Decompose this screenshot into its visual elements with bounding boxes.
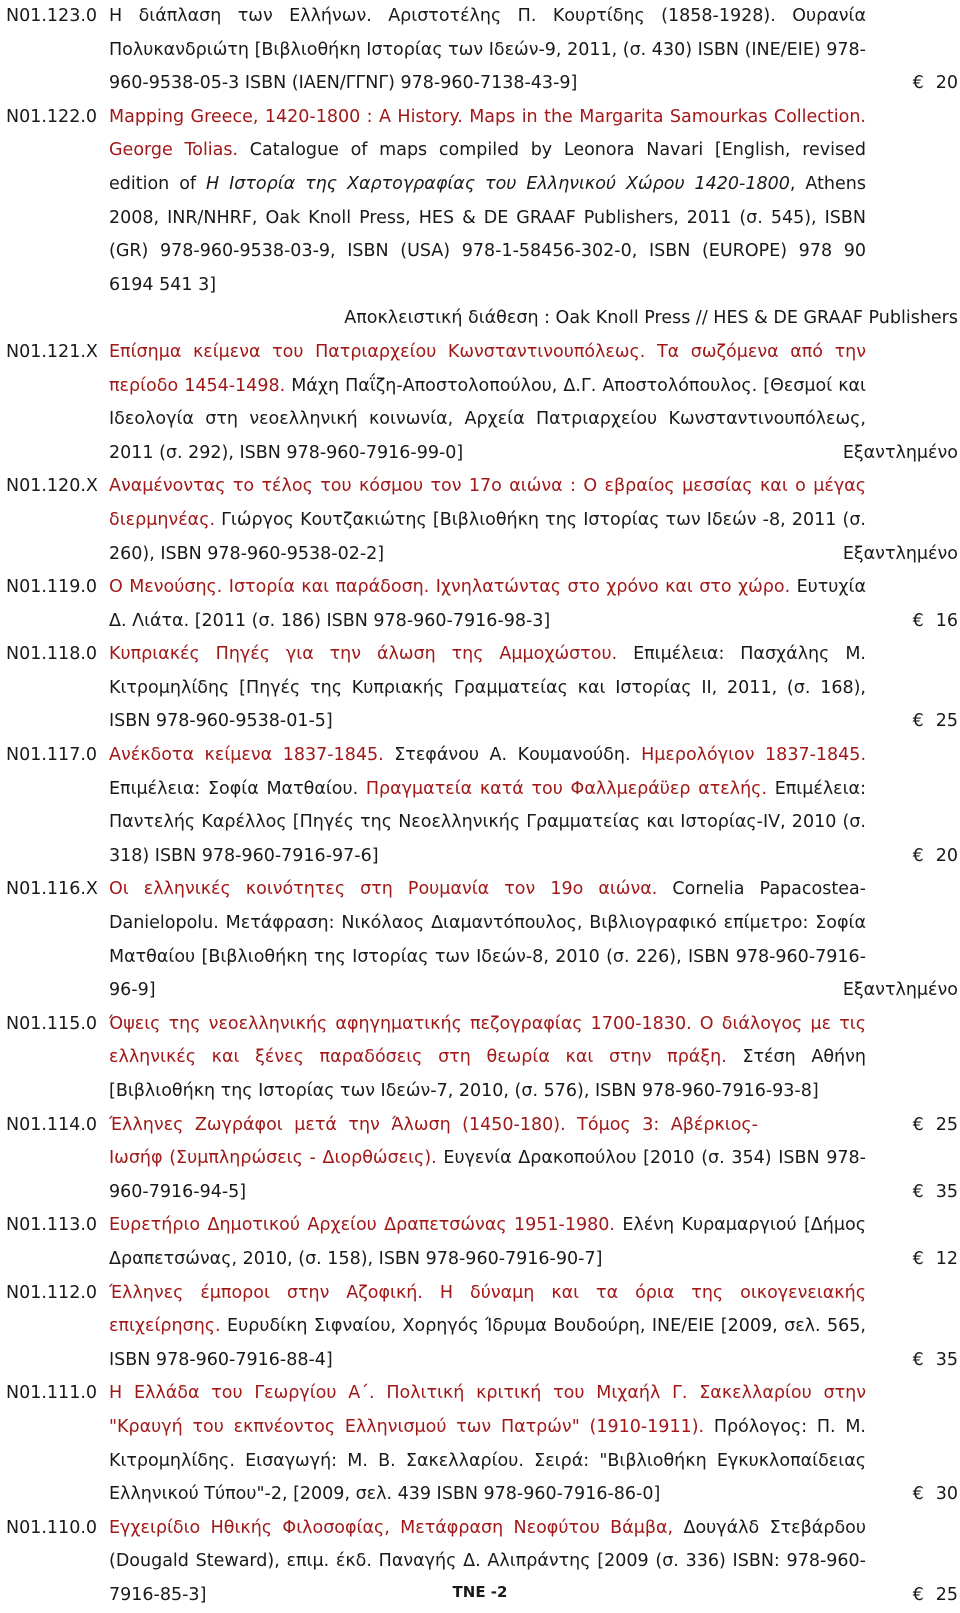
entry-title: Αναμένοντας το τέλος του κόσμου τον 17ο αιώνα : Ο εβραίος μεσσίας και ο μέγας διερμηνέας. xyxy=(109,476,866,530)
entry-code: N01.114.0 xyxy=(6,1114,98,1135)
entry-title: Ευρετήριο Δημοτικού Αρχείου Δραπετσώνας 1951-1980. xyxy=(109,1215,615,1236)
price-amount: 20 xyxy=(935,845,958,866)
entry-code: N01.111.0 xyxy=(6,1383,98,1404)
availability-note: Αποκλειστική διάθεση : Oak Knoll Press // HES & DE GRAAF Publishers xyxy=(344,308,958,329)
entry-code: N01.113.0 xyxy=(6,1215,98,1236)
entry-title: Έλληνες Ζωγράφοι μετά την Άλωση (1450-180). Τόμος 3: Αβέρκιος-Ιωσήφ (Συμπληρώσεις - Διορθώσεις). xyxy=(109,1114,758,1169)
entry-code: N01.115.0 xyxy=(6,1013,98,1034)
price-amount: 16 xyxy=(935,610,958,631)
entry-details: Επιμέλεια: Παντελής Καρέλλος [Πηγές της Νεοελληνικής Γραμματείας και Ιστορίας-IV, 2010 (σ. 318) ISBN 978-960-7916-97-6] xyxy=(109,778,866,866)
entry-title: Οι ελληνικές κοινότητες στη Ρουμανία τον 19ο αιώνα. xyxy=(109,879,658,900)
entry-code: N01.117.0 xyxy=(6,745,98,766)
entry-code: N01.112.0 xyxy=(6,1282,98,1303)
catalog-entry xyxy=(0,336,960,470)
catalog-entry xyxy=(0,1209,960,1276)
entry-code: N01.119.0 xyxy=(6,577,98,598)
entry-details: Ευρυδίκη Σιφναίου, Χορηγός Ίδρυμα Βουδούρη, ΙΝΕ/ΕΙΕ [2009, σελ. 565, ISBN 978-960-7916-88-4] xyxy=(109,1316,866,1370)
entry-details: Μάχη Παΐζη-Αποστολοπούλου, Δ.Γ. Αποστολόπουλος. [Θεσμοί και Ιδεολογία στη νεοελληνική κοινωνία, Αρχεία Πατριαρχείου Κωνσταντινουπόλεως, 2011 (σ. 292), ISBN 978-960-7916-99-0] xyxy=(109,375,866,463)
entry-description xyxy=(109,1277,958,1378)
entry-details: Επιμέλεια: Σοφία Ματθαίου. xyxy=(109,778,366,799)
entry-code: N01.122.0 xyxy=(6,106,98,127)
status-label: Εξαντλημένο xyxy=(842,543,958,564)
entry-description xyxy=(109,336,958,470)
euro-icon: € xyxy=(912,610,924,631)
catalog-entry xyxy=(0,101,960,336)
entry-code: N01.120.X xyxy=(6,476,98,497)
entry-description xyxy=(109,470,958,571)
entry-details: Ευτυχία Δ. Λιάτα. [2011 (σ. 186) ISBN 978-960-7916-98-3] xyxy=(109,577,866,631)
entry-details: Πρόλογος: Π. Μ. Κιτρομηλίδης. Εισαγωγή: Μ. Β. Σακελλαρίου. Σειρά: "Βιβλιοθήκη Εγκυκλοπαίδειας Ελληνικού Τύπου"-2, [2009, σελ. 439 ISBN 978-960-7916-86-0] xyxy=(109,1416,866,1505)
catalog-entry xyxy=(0,739,960,873)
entry-title: Όψεις της νεοελληνικής αφηγηματικής πεζογραφίας 1700-1830. Ο διάλογος με τις ελληνικές και ξένες παραδόσεις στη θεωρία και στην πράξη. xyxy=(109,1013,866,1068)
page-footer: ΤΝΕ -2 xyxy=(452,1583,508,1601)
catalog-entry xyxy=(0,1277,960,1378)
entry-price xyxy=(758,1176,958,1210)
price-amount: 25 xyxy=(935,1584,958,1605)
entry-price xyxy=(758,705,958,739)
entry-code: N01.123.0 xyxy=(6,6,98,26)
price-amount: 30 xyxy=(935,1484,958,1505)
entry-description xyxy=(109,0,958,101)
catalog-entry xyxy=(0,638,960,739)
euro-icon: € xyxy=(912,1248,924,1269)
euro-icon: € xyxy=(912,845,924,866)
euro-icon: € xyxy=(912,711,924,732)
price-amount: 12 xyxy=(935,1248,958,1269)
entry-title: Ο Μενούσης. Ιστορία και παράδοση. Ιχνηλατώντας στο χρόνο και στο χώρο. xyxy=(109,577,791,598)
entry-description xyxy=(109,873,958,1007)
entry-code: N01.118.0 xyxy=(6,644,98,665)
entry-details: Γιώργος Κουτζακιώτης [Βιβλιοθήκη της Ιστορίας των Ιδεών -8, 2011 (σ. 260), ISBN 978-960-9538-02-2] xyxy=(109,509,866,564)
entry-title: Η Ελλάδα του Γεωργίου Α΄. Πολιτική κριτική του Μιχαήλ Γ. Σακελλαρίου στην "Κραυγή του εκπνέοντος Ελληνισμού των Πατρών" (1910-1911). xyxy=(109,1383,866,1437)
catalog-entry xyxy=(0,1377,960,1511)
entry-details: Catalogue of maps compiled by Leonora Navari [English, revised edition of xyxy=(109,140,866,194)
entry-title: Πραγματεία κατά του Φαλλμεράϋερ ατελής. xyxy=(365,778,768,799)
entry-code: N01.116.X xyxy=(6,879,98,900)
entry-description xyxy=(109,101,866,303)
euro-icon: € xyxy=(912,73,924,94)
entry-details: , Athens 2008, INR/NHRF, Oak Knoll Press, HES & DE GRAAF Publishers, 2011 (σ. 545), ISBN (GR) 978-960-9538-03-9, ISBN (USA) 978-1-58456-302-0, ISBN (EUROPE) 978 90 6194 541 3] xyxy=(109,173,867,295)
price-amount: 35 xyxy=(935,1181,958,1202)
entry-price xyxy=(758,1243,958,1277)
entry-details: Στέση Αθήνη [Βιβλιοθήκη της Ιστορίας των Ιδεών-7, 2010, (σ. 576), ISBN 978-960-7916-93-8] xyxy=(109,1047,866,1101)
entry-price xyxy=(758,840,958,874)
entry-code: N01.110.0 xyxy=(6,1517,98,1538)
catalog-entry xyxy=(0,1109,960,1210)
entry-details: Δουγάλδ Στεβάρδου (Dougald Steward), επιμ. έκδ. Παναγής Δ. Αλιπράντης [2009 (σ. 336) ISBN: 978-960-7916-85-3] xyxy=(109,1517,866,1605)
entry-title: Mapping Greece, 1420-1800 : A History. Maps in the Margarita Samourkas Collection. George Tolias. xyxy=(109,106,866,161)
entry-title: Έλληνες έμποροι στην Αζοφική. Η δύναμη και τα όρια της οικογενειακής επιχείρησης. xyxy=(109,1282,866,1337)
entry-description xyxy=(109,1377,958,1511)
entry-description xyxy=(109,1209,958,1276)
entry-price xyxy=(758,67,958,101)
entry-details: Ελένη Κυραμαργιού [Δήμος Δραπετσώνας, 2010, (σ. 158), ISBN 978-960-7916-90-7] xyxy=(109,1215,866,1269)
price-amount: 20 xyxy=(935,73,958,94)
price-amount: 25 xyxy=(935,711,958,732)
price-amount: 25 xyxy=(935,1114,958,1135)
status-label: Εξαντλημένο xyxy=(842,442,958,463)
entry-details: Cornelia Papacostea-Danielopolu. Μετάφραση: Νικόλαος Διαμαντόπουλος, Βιβλιογραφικό επίμετρο: Σοφία Ματθαίου [Βιβλιοθήκη της Ιστορίας των Ιδεών-8, 2010 (σ. 226), ISBN 978-960-7916-96-9] xyxy=(109,879,866,1001)
entry-details: Η διάπλαση των Ελλήνων. Αριστοτέλης Π. Κουρτίδης (1858-1928). Ουρανία Πολυκανδριώτη [Βιβλιοθήκη Ιστορίας των Ιδεών-9, 2011, (σ. 430) ISBN (ΙΝΕ/ΕΙΕ) 978-960-9538-05-3 ISBN (ΙΑΕΝ/ΓΓΝΓ) 978-960-7138-43-9] xyxy=(109,6,866,94)
entry-title: Ημερολόγιον 1837-1845. xyxy=(641,745,867,766)
entry-details: Επιμέλεια: Πασχάλης Μ. Κιτρομηλίδης [Πηγές της Κυπριακής Γραμματείας και Ιστορίας ΙΙ, 2011, (σ. 168), ISBN 978-960-9538-01-5] xyxy=(109,644,866,732)
euro-icon: € xyxy=(912,1114,924,1135)
entry-price xyxy=(758,1478,958,1512)
entry-title: Ανέκδοτα κείμενα 1837-1845. xyxy=(109,745,384,766)
entry-description xyxy=(109,739,958,873)
status-label: Εξαντλημένο xyxy=(842,980,958,1001)
euro-icon: € xyxy=(912,1349,924,1370)
entry-italic-title: Η Ιστορία της Χαρτογραφίας του Ελληνικού Χώρου 1420-1800 xyxy=(206,173,790,194)
entry-code: N01.121.X xyxy=(6,341,98,362)
entry-price xyxy=(758,605,958,639)
catalog-entry xyxy=(0,0,960,101)
entry-details: Στεφάνου Α. Κουμανούδη. xyxy=(383,745,642,766)
catalog-entry xyxy=(0,873,960,1007)
euro-icon: € xyxy=(912,1181,924,1202)
catalog-entry xyxy=(0,571,960,638)
price-amount: 35 xyxy=(935,1349,958,1370)
entry-title: Επίσημα κείμενα του Πατριαρχείου Κωνσταντινουπόλεως. Τα σωζόμενα από την περίοδο 1454-1498. xyxy=(109,341,866,396)
entry-description xyxy=(109,1008,958,1135)
euro-icon: € xyxy=(912,1584,924,1605)
euro-icon: € xyxy=(912,1484,924,1505)
catalog-entry xyxy=(0,470,960,571)
entry-details: Ευγενία Δρακοπούλου [2010 (σ. 354) ISBN 978-960-7916-94-5] xyxy=(109,1148,866,1202)
entry-title: Κυπριακές Πηγές για την άλωση της Αμμοχώστου. xyxy=(109,644,618,665)
entry-price xyxy=(758,1344,958,1378)
entry-description xyxy=(109,571,958,638)
entry-title: Εγχειρίδιο Ηθικής Φιλοσοφίας, Μετάφραση Νεοφύτου Βάμβα, xyxy=(109,1517,674,1538)
entry-description xyxy=(109,638,958,739)
